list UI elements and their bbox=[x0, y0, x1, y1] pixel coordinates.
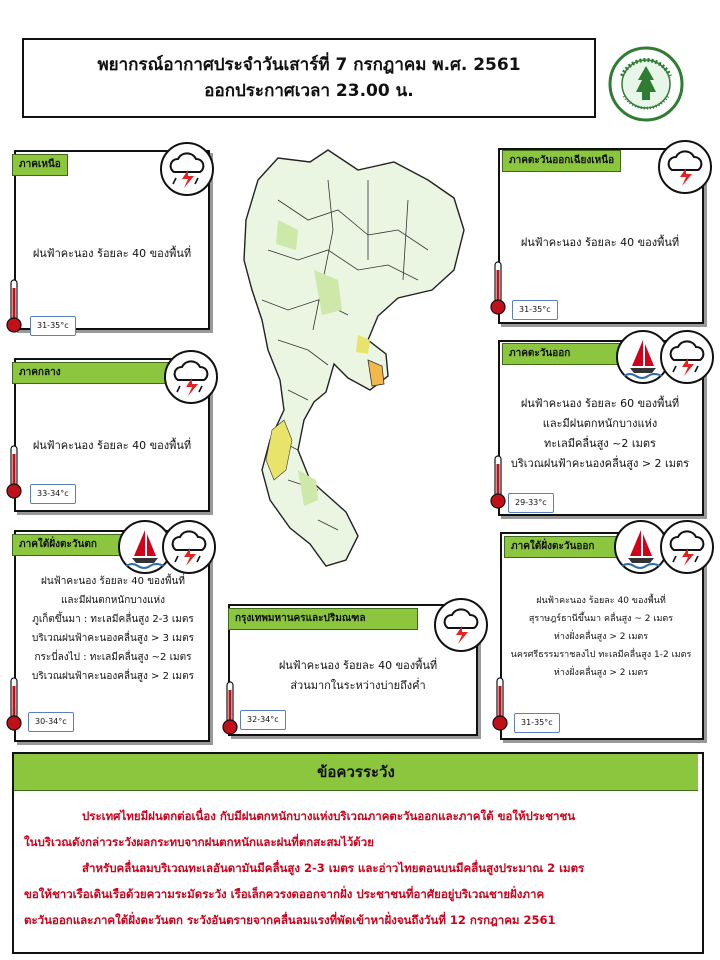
thunderstorm-icon bbox=[162, 144, 212, 194]
region-forecast-north bbox=[22, 244, 202, 264]
forecast-line: บริเวณฝนฟ้าคะนองคลื่นสูง > 2 เมตร bbox=[510, 457, 690, 470]
forecast-line: ฝนฟ้าคะนอง ร้อยละ 60 ของพื้นที่ bbox=[520, 397, 680, 410]
thunderstorm-icon bbox=[662, 332, 712, 382]
forecast-line: ฝนฟ้าคะนอง ร้อยละ 40 ของพื้นที่ bbox=[520, 236, 680, 249]
region-forecast-northeast bbox=[505, 233, 695, 253]
warning-line: ขอให้ชาวเรือเดินเรือด้วยความระมัดระวัง เรือเล็กควรงดออกจากฝั่ง ประชาชนที่อาศัยอยู่บริเวณชายฝั่งภาค bbox=[24, 887, 545, 901]
temp-range-south-east: 31-35°c bbox=[514, 713, 560, 733]
weather-icon-east bbox=[660, 330, 714, 384]
thermometer-icon bbox=[6, 676, 22, 732]
thailand-map bbox=[218, 140, 488, 580]
region-tag-northeast: ภาคตะวันออกเฉียงเหนือ bbox=[502, 150, 621, 172]
forecast-header bbox=[22, 38, 596, 118]
forecast-line: และมีฝนตกหนักบางแห่ง bbox=[60, 595, 166, 606]
thermometer-icon bbox=[6, 278, 22, 334]
forecast-line: ฝนฟ้าคะนอง ร้อยละ 40 ของพื้นที่ bbox=[278, 659, 438, 672]
temp-range-bangkok: 32-34°c bbox=[240, 710, 286, 730]
thermometer-icon bbox=[490, 454, 506, 510]
warning-line: ประเทศไทยมีฝนตกต่อเนื่อง กับมีฝนตกหนักบางแห่งบริเวณภาคตะวันออกและภาคใต้ ขอให้ประชาชน bbox=[82, 809, 576, 823]
forecast-line: ฝนฟ้าคะนอง ร้อยละ 40 ของพื้นที่ bbox=[536, 596, 666, 606]
temp-range-central: 33-34°c bbox=[30, 484, 76, 504]
forecast-line: บริเวณฝนฟ้าคะนองคลื่นสูง > 3 เมตร bbox=[32, 633, 194, 644]
temp-range-south-west: 30-34°c bbox=[28, 712, 74, 732]
issue-time: ออกประกาศเวลา 23.00 น. bbox=[204, 81, 414, 101]
sailboat-icon bbox=[616, 522, 666, 572]
forecast-line: ทะเลมีคลื่นสูง ~2 เมตร bbox=[544, 437, 656, 450]
region-forecast-east bbox=[505, 394, 695, 474]
region-tag-central: ภาคกลาง bbox=[12, 362, 170, 384]
forecast-line: ห่างฝั่งคลื่นสูง > 2 เมตร bbox=[553, 632, 649, 642]
thunderstorm-icon bbox=[164, 522, 214, 572]
weather-icon-central bbox=[164, 350, 218, 404]
weather-icon-south-west bbox=[162, 520, 216, 574]
region-tag-south-east: ภาคใต้ฝั่งตะวันออก bbox=[504, 536, 622, 558]
forecast-line: สุราษฎร์ธานีขึ้นมา คลื่นสูง ~ 2 เมตร bbox=[528, 614, 674, 624]
thermometer-icon bbox=[490, 260, 506, 316]
region-forecast-south-east bbox=[506, 592, 696, 682]
region-forecast-bangkok bbox=[250, 656, 466, 696]
thunderstorm-icon bbox=[166, 352, 216, 402]
warning-line: สำหรับคลื่นลมบริเวณทะเลอันดามันมีคลื่นสูง 2-3 เมตร และอ่าวไทยตอนบนมีคลื่นสูงประมาณ 2 เมตร bbox=[82, 861, 585, 875]
weather-icon-bangkok bbox=[434, 598, 488, 652]
thermometer-icon bbox=[6, 444, 22, 500]
thunderstorm-icon bbox=[436, 600, 486, 650]
temp-range-northeast: 31-35°c bbox=[512, 300, 558, 320]
forecast-line: ห่างฝั่งคลื่นสูง > 2 เมตร bbox=[553, 668, 649, 678]
forecast-line: ฝนฟ้าคะนอง ร้อยละ 40 ของพื้นที่ bbox=[32, 247, 192, 260]
forecast-line: ส่วนมากในระหว่างบ่ายถึงค่ำ bbox=[290, 679, 426, 692]
region-forecast-central bbox=[22, 436, 202, 456]
warning-line: ในบริเวณดังกล่าวระวังผลกระทบจากฝนตกหนักและฝนที่ตกสะสมไว้ด้วย bbox=[24, 835, 374, 849]
region-tag-bangkok: กรุงเทพมหานครและปริมณฑล bbox=[228, 608, 418, 630]
forecast-line: ฝนฟ้าคะนอง ร้อยละ 40 ของพื้นที่ bbox=[41, 576, 185, 587]
forecast-line: นครศรีธรรมราชลงไป ทะเลมีคลื่นสูง 1-2 เมตร bbox=[510, 650, 692, 660]
region-tag-north: ภาคเหนือ bbox=[12, 154, 68, 176]
thermometer-icon bbox=[222, 680, 238, 736]
thermometer-icon bbox=[492, 676, 508, 732]
forecast-line: และมีฝนตกหนักบางแห่ง bbox=[542, 417, 658, 430]
forecast-line: กระบี่ลงไป : ทะเลมีคลื่นสูง ~2 เมตร bbox=[34, 652, 192, 663]
weather-icon-northeast bbox=[658, 140, 712, 194]
forecast-line: ฝนฟ้าคะนอง ร้อยละ 40 ของพื้นที่ bbox=[32, 439, 192, 452]
temp-range-east: 29-33°c bbox=[508, 493, 554, 513]
warning-title: ข้อควรระวัง bbox=[14, 754, 698, 791]
region-forecast-south-west bbox=[24, 572, 202, 686]
thunderstorm-icon bbox=[660, 142, 710, 192]
region-tag-south-west: ภาคใต้ฝั่งตะวันตก bbox=[12, 534, 134, 556]
temp-range-north: 31-35°c bbox=[30, 316, 76, 336]
region-tag-east: ภาคตะวันออก bbox=[502, 343, 626, 365]
thunderstorm-icon bbox=[662, 522, 712, 572]
weather-icon-south-east bbox=[660, 520, 714, 574]
forecast-line: ภูเก็ตขึ้นมา : ทะเลมีคลื่นสูง 2-3 เมตร bbox=[32, 614, 194, 625]
forecast-title: พยากรณ์อากาศประจำวันเสาร์ที่ 7 กรกฎาคม พ.ศ. 2561 bbox=[97, 55, 521, 75]
meteorological-department-seal bbox=[608, 46, 684, 122]
forecast-line: บริเวณฝนฟ้าคะนองคลื่นสูง > 2 เมตร bbox=[32, 671, 194, 682]
warning-line: ตะวันออกและภาคใต้ฝั่งตะวันตก ระวังอันตรายจากคลื่นลมแรงที่พัดเข้าหาฝั่งจนถึงวันที่ 12 กรกฎาคม 2561 bbox=[24, 913, 556, 927]
weather-icon-north bbox=[160, 142, 214, 196]
